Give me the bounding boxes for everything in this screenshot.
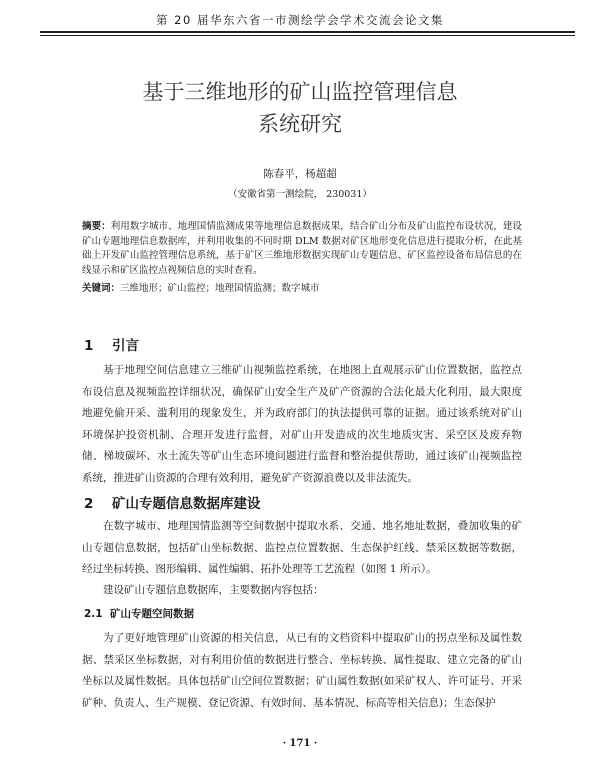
section-number: 2 — [84, 496, 94, 512]
running-header: 第 20 届华东六省一市测绘学会学术交流会论文集 — [156, 13, 444, 27]
section-2-paragraph-2: 建设矿山专题信息数据库，主要数据内容包括： — [103, 584, 324, 596]
header-rule-thick — [40, 31, 575, 33]
keywords-text: 三维地形；矿山监控；地理国情监测；数字城市 — [120, 283, 320, 294]
page-number: · 171 · — [282, 738, 318, 749]
keywords — [82, 282, 522, 296]
paper-title-line-1: 基于三维地形的矿山监控管理信息 — [142, 80, 458, 104]
abstract-text: 利用数字城市、地理国情监测成果等地理信息数据成果，结合矿山分布及矿山监控布设状况，建设矿山专题地理信息数据库，并利用收集的不同时期 DLM 数据对矿区地形变化信息进行提取分析，在此基础上开发矿山监控管理信息系统，基于矿区三维地形数据实现矿山专题信息、矿区监控设备布局信息的在线显示和矿区监控点视频信息的实时查看。 — [82, 221, 522, 276]
subsection-title: 矿山专题空间数据 — [110, 608, 194, 620]
section-heading-introduction — [84, 334, 139, 354]
subsection-heading-2-1 — [84, 606, 194, 621]
paper-affiliation: （安徽省第一测绘院， 230031） — [228, 189, 372, 200]
section-title: 矿山专题信息数据库建设 — [112, 496, 261, 512]
paper-title-line-2: 系统研究 — [258, 112, 342, 136]
section-title: 引言 — [112, 338, 139, 354]
paper-authors: 陈春平，杨超超 — [263, 168, 337, 180]
section-heading-database — [84, 492, 261, 512]
section-number: 1 — [84, 338, 94, 354]
paper-title — [60, 76, 540, 140]
section-1-paragraph: 基于地理空间信息建立三维矿山视频监控系统，在地图上直观展示矿山位置数据，监控点布设信息及视频监控详细状况，确保矿山安全生产及矿产资源的合法化最大化利用，最大限度地避免偷开采、滥利用的现象发生，并为政府部门的执法提供可靠的证据。通过该系统对矿山环境保护投资机制、合理开发进行监督，对矿山开发造成的次生地质灾害、采空区及废弃物储、梯坡碳坏、水土流失等矿山生态环境问题进行监督和整治提供帮助，通过该矿山视频监控系统，推进矿山资源的合理有效利用，避免矿产资源浪费以及非法流失。 — [82, 364, 522, 484]
keywords-label: 关键词： — [82, 283, 121, 294]
subsection-number: 2.1 — [84, 608, 103, 620]
header-rule-thin — [40, 35, 575, 36]
section-2-paragraph: 在数字城市、地理国情监测等空间数据中提取水系、交通、地名地址数据，叠加收集的矿山专题信息数据，包括矿山坐标数据、监控点位置数据、生态保护红线、禁采区数据等数据，经过坐标转换、图形编辑、属性编辑、拓扑处理等工艺流程（如图 1 所示）。 — [82, 520, 522, 575]
subsection-2-1-paragraph: 为了更好地管理矿山资源的相关信息，从已有的文档资料中提取矿山的拐点坐标及属性数据、禁采区坐标数据，对有利用价值的数据进行整合、坐标转换、属性提取、建立完备的矿山坐标以及属性数据。具体包括矿山空间位置数据；矿山属性数据(如采矿权人、许可证号、开采矿种、负责人、生产规模、登记资源、有效时间、基本情况、标高等相关信息)；生态保护 — [82, 632, 522, 709]
abstract-label: 摘要： — [82, 221, 111, 232]
abstract — [82, 220, 522, 278]
